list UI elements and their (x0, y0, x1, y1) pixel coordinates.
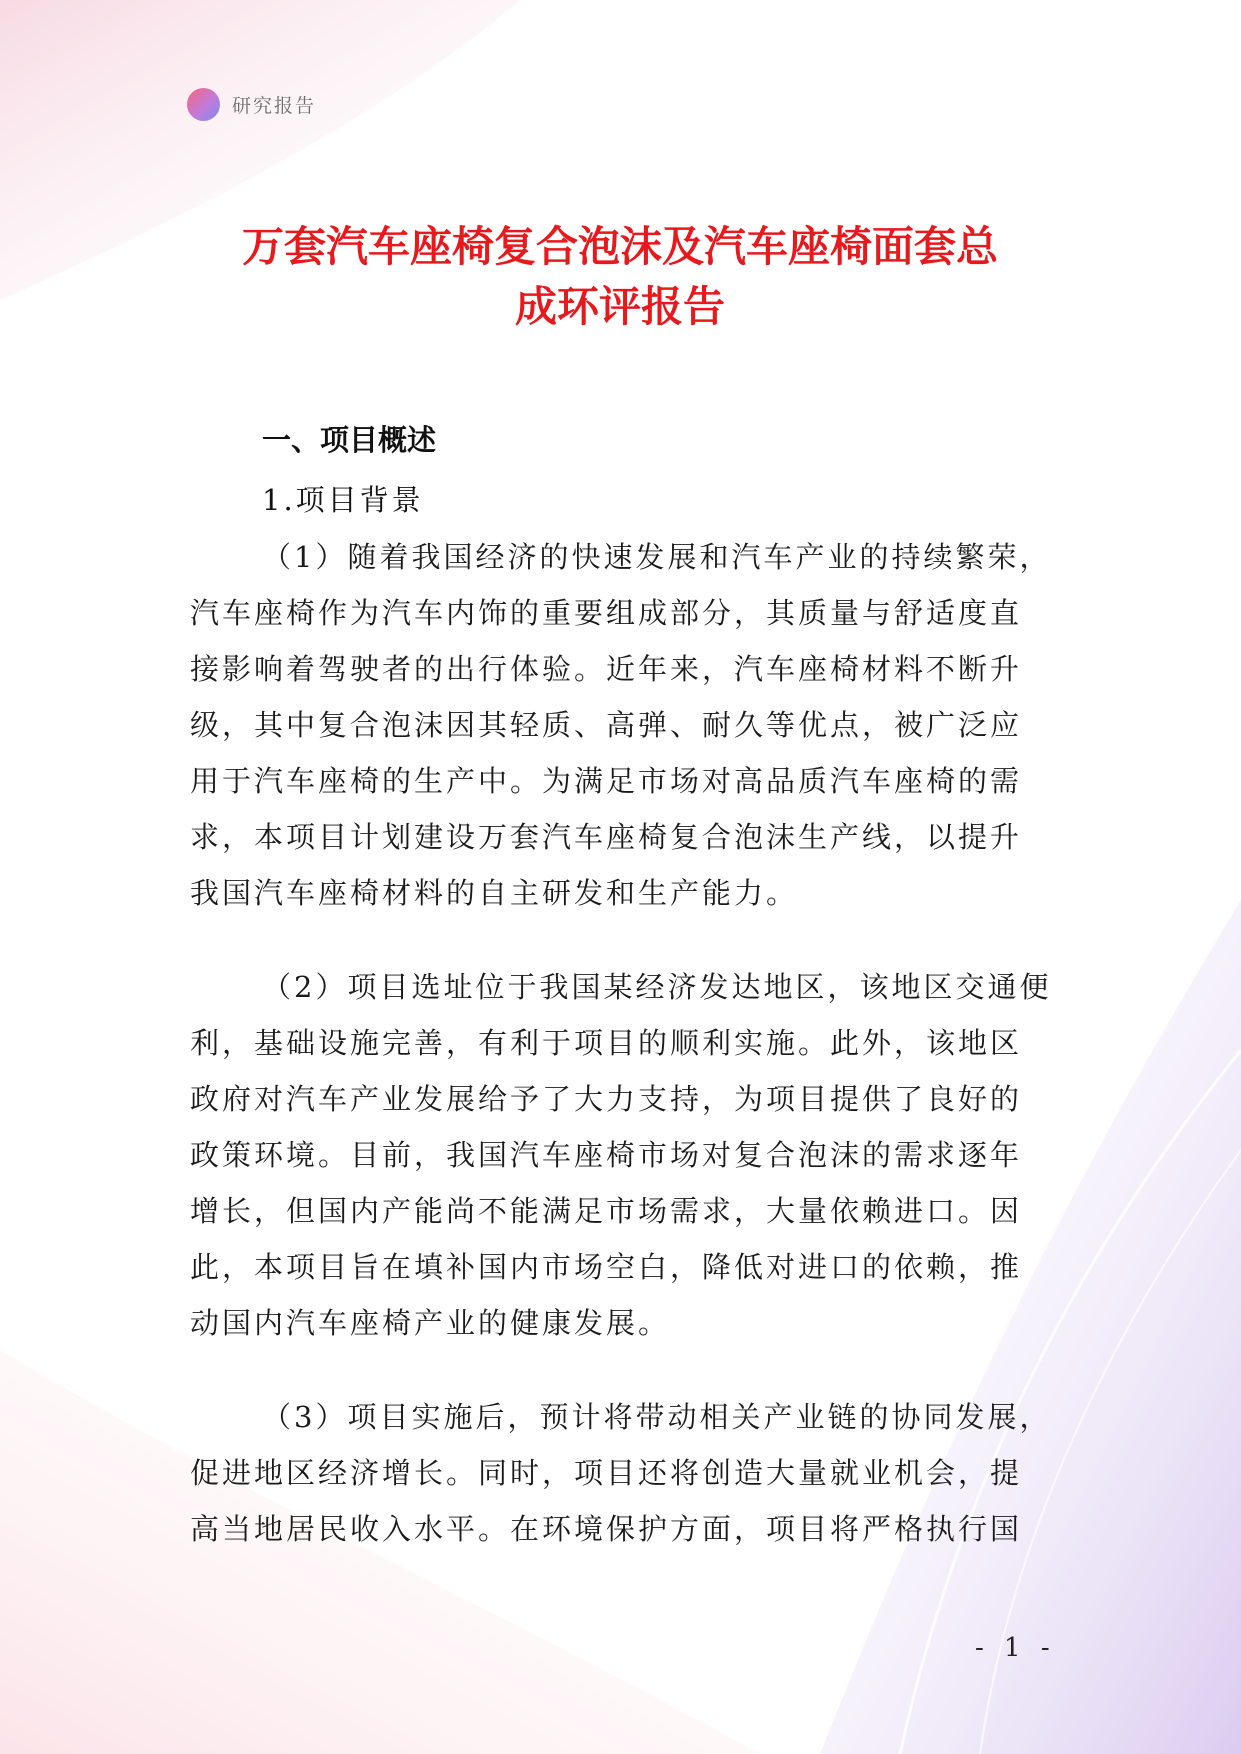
paragraph-line: 增长，但国内产能尚不能满足市场需求，大量依赖进口。因 (190, 1194, 1023, 1228)
paragraph-line: 政策环境。目前，我国汽车座椅市场对复合泡沫的需求逐年 (190, 1138, 1023, 1172)
header-label: 研究报告 (232, 94, 317, 117)
sub-heading: 1.项目背景 (262, 483, 424, 517)
paragraph-line: （2）项目选址位于我国某经济发达地区，该地区交通便 (262, 970, 1052, 1004)
page-number: - 1 - (975, 1633, 1056, 1663)
document-title (140, 217, 1100, 337)
paragraph-line: 接影响着驾驶者的出行体验。近年来，汽车座椅材料不断升 (190, 652, 1023, 686)
paragraph-line: 我国汽车座椅材料的自主研发和生产能力。 (190, 876, 799, 910)
paragraph-line: 高当地居民收入水平。在环境保护方面，项目将严格执行国 (190, 1512, 1023, 1546)
paragraph-line: 促进地区经济增长。同时，项目还将创造大量就业机会，提 (190, 1456, 1023, 1490)
title-line-2: 成环评报告 (514, 282, 725, 331)
section-heading: 一、项目概述 (262, 423, 437, 457)
paragraph-line: （3）项目实施后，预计将带动相关产业链的协同发展， (262, 1400, 1052, 1434)
logo-icon (187, 88, 220, 121)
paragraph-line: 政府对汽车产业发展给予了大力支持，为项目提供了良好的 (190, 1082, 1023, 1116)
paragraph-line: 级，其中复合泡沫因其轻质、高弹、耐久等优点，被广泛应 (190, 708, 1023, 742)
title-line-1: 万套汽车座椅复合泡沫及汽车座椅面套总 (241, 222, 998, 271)
report-header (187, 86, 316, 122)
paragraph-line: 汽车座椅作为汽车内饰的重要组成部分，其质量与舒适度直 (190, 596, 1023, 630)
paragraph-line: 此，本项目旨在填补国内市场空白，降低对进口的依赖，推 (190, 1250, 1023, 1284)
paragraph-line: 求，本项目计划建设万套汽车座椅复合泡沫生产线，以提升 (190, 820, 1023, 854)
paragraph-line: 用于汽车座椅的生产中。为满足市场对高品质汽车座椅的需 (190, 764, 1023, 798)
paragraph-line: 利，基础设施完善，有利于项目的顺利实施。此外，该地区 (190, 1026, 1023, 1060)
paragraph-line: 动国内汽车座椅产业的健康发展。 (190, 1306, 671, 1340)
paragraph-line: （1）随着我国经济的快速发展和汽车产业的持续繁荣， (262, 540, 1052, 574)
